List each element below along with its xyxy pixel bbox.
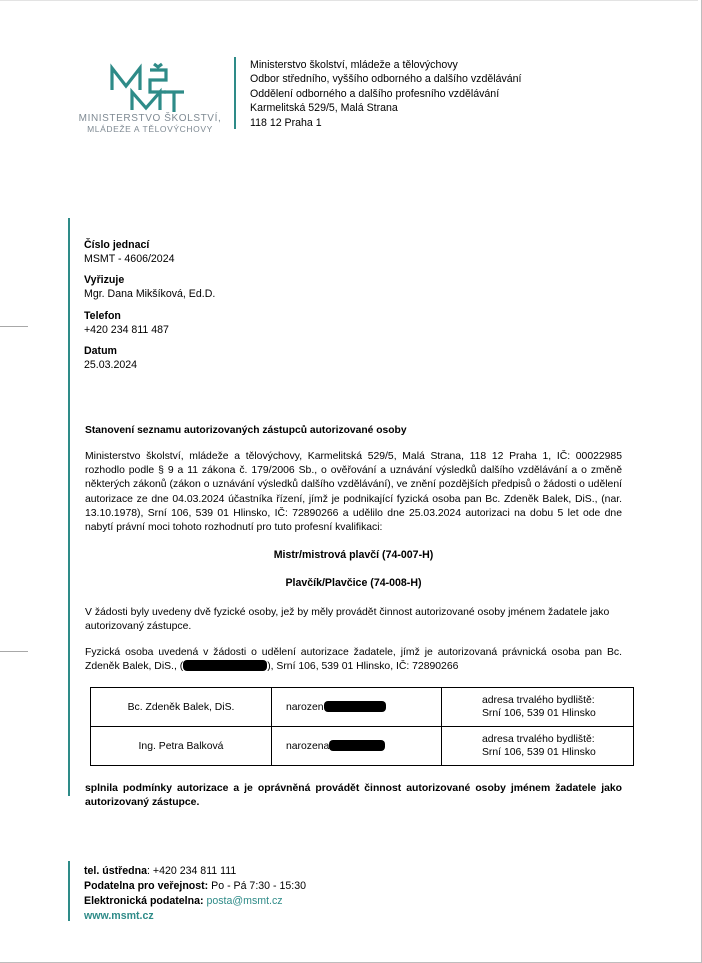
handler-label: Vyřizuje	[84, 274, 125, 286]
applicant-paragraph	[85, 646, 622, 674]
handler-block	[84, 273, 215, 301]
address-line: Ministerstvo školství, mládeže a tělovýchovy	[250, 59, 458, 71]
person-name: Ing. Petra Balková	[91, 727, 272, 766]
person-name: Bc. Zdeněk Balek, DiS.	[91, 688, 272, 727]
date-value: 25.03.2024	[84, 359, 138, 371]
person-address	[442, 727, 634, 766]
address-line: 118 12 Praha 1	[250, 116, 322, 129]
footer-office	[84, 879, 306, 894]
table-row	[91, 688, 634, 727]
footer-web	[84, 909, 306, 924]
footer-margin-line	[68, 861, 70, 921]
phone-value: +420 234 811 487	[84, 324, 169, 336]
footer-email	[84, 894, 306, 909]
person-birth	[272, 688, 442, 727]
redacted-birthdate	[324, 701, 386, 712]
top-border	[0, 0, 698, 1]
footer-phone-value: : +420 234 811 111	[147, 865, 237, 877]
qualification-1: Mistr/mistrová plavčí (74-007-H)	[273, 549, 434, 561]
sender-address	[250, 58, 522, 130]
logo-text-line1: MINISTERSTVO ŠKOLSTVÍ,	[78, 113, 222, 124]
footer-email-label: Elektronická podatelna:	[84, 895, 204, 907]
decision-paragraph: Ministerstvo školství, mládeže a tělovýchovy, Karmelitská 529/5, Malá Strana, 118 12 Praha 1, IČ: 00022985 rozhodlo podle § 9 a 11 zákona č. 179/2006 Sb., o ověřování a uznávání výsledků dalšího vzdělávání a o změně některých zákonů (zákon o uznávání výsledků dalšího vzdělávání), ve znění pozdějších předpisů o žádosti o udělení autorizace ze dne 04.03.2024 účastníka řízení, jímž je podnikající fyzická osoba pan Bc. Zdeněk Balek, DiS., (nar. 13.10.1978), Srní 106, 539 01 Hlinsko, IČ: 72890266 a udělilo dne 25.03.2024 autorizaci na dobu 5 let ode dne nabytí právní moci tohoto rozhodnutí pro tuto profesní kvalifikaci:	[85, 451, 622, 534]
representatives-table	[90, 687, 634, 766]
conclusion-paragraph: splnila podmínky autorizace a je oprávněná provádět činnost autorizované osoby jménem žadatele jako autorizovaný zástupce.	[85, 783, 622, 809]
applicant-text-end: ), Srní 106, 539 01 Hlinsko, IČ: 72890266	[267, 661, 459, 673]
date-label: Datum	[84, 345, 117, 357]
born-label: narozena	[286, 741, 330, 752]
fold-mark	[0, 326, 28, 327]
phone-block	[84, 309, 169, 337]
footer-office-value: Po - Pá 7:30 - 15:30	[208, 880, 306, 892]
redacted-birthdate	[329, 740, 385, 751]
main-margin-line	[68, 218, 70, 796]
msmt-logo-mark	[70, 62, 230, 114]
person-address	[442, 688, 634, 727]
applicant-text-start: Fyzická osoba uvedená v žádosti o udělení autorizace žadatele, jímž je autorizovaná právnická osoba pan Bc. Zdeněk Balek, DiS., (	[85, 647, 622, 673]
address-label: adresa trvalého bydliště:	[482, 694, 595, 706]
address-label: adresa trvalého bydliště:	[482, 733, 595, 745]
logo-text-line2: MLÁDEŽE A TĚLOVÝCHOVY	[87, 124, 213, 134]
born-label: narozen	[286, 702, 324, 713]
address-value: Srní 106, 539 01 Hlinsko	[482, 747, 596, 758]
address-line: Odbor středního, vyššího odborného a dalšího vzdělávání	[250, 73, 522, 86]
footer-phone-label: tel. ústředna	[84, 865, 147, 877]
fold-mark	[0, 651, 28, 652]
handler-value: Mgr. Dana Mikšíková, Ed.D.	[84, 288, 216, 300]
reference-number-label: Číslo jednací	[84, 239, 150, 251]
applicants-paragraph: V žádosti byly uvedeny dvě fyzické osoby, jež by měly provádět činnost autorizované osoby jménem žadatele jako autorizovaný zástupce.	[85, 607, 610, 633]
qualification-2: Plavčík/Plavčice (74-008-H)	[285, 577, 422, 589]
msmt-logo	[70, 62, 230, 138]
address-line: Karmelitská 529/5, Malá Strana	[250, 102, 398, 115]
footer-email-link[interactable]: posta@msmt.cz	[203, 895, 283, 907]
header-divider	[234, 57, 236, 129]
address-line: Oddělení odborného a dalšího profesního vzdělávání	[250, 87, 500, 100]
footer-web-link[interactable]: www.msmt.cz	[84, 910, 154, 922]
person-birth	[272, 727, 442, 766]
footer-contacts	[84, 864, 306, 924]
footer-phone	[84, 864, 306, 879]
redacted-birthdate	[183, 660, 267, 671]
table-row	[91, 727, 634, 766]
footer-office-label: Podatelna pro veřejnost:	[84, 880, 209, 892]
reference-number-value: MSMT - 4606/2024	[84, 253, 175, 265]
date-block	[84, 344, 137, 372]
phone-label: Telefon	[84, 310, 121, 322]
address-value: Srní 106, 539 01 Hlinsko	[482, 708, 596, 719]
reference-number-block	[84, 238, 175, 266]
document-title: Stanovení seznamu autorizovaných zástupců autorizované osoby	[85, 425, 407, 436]
